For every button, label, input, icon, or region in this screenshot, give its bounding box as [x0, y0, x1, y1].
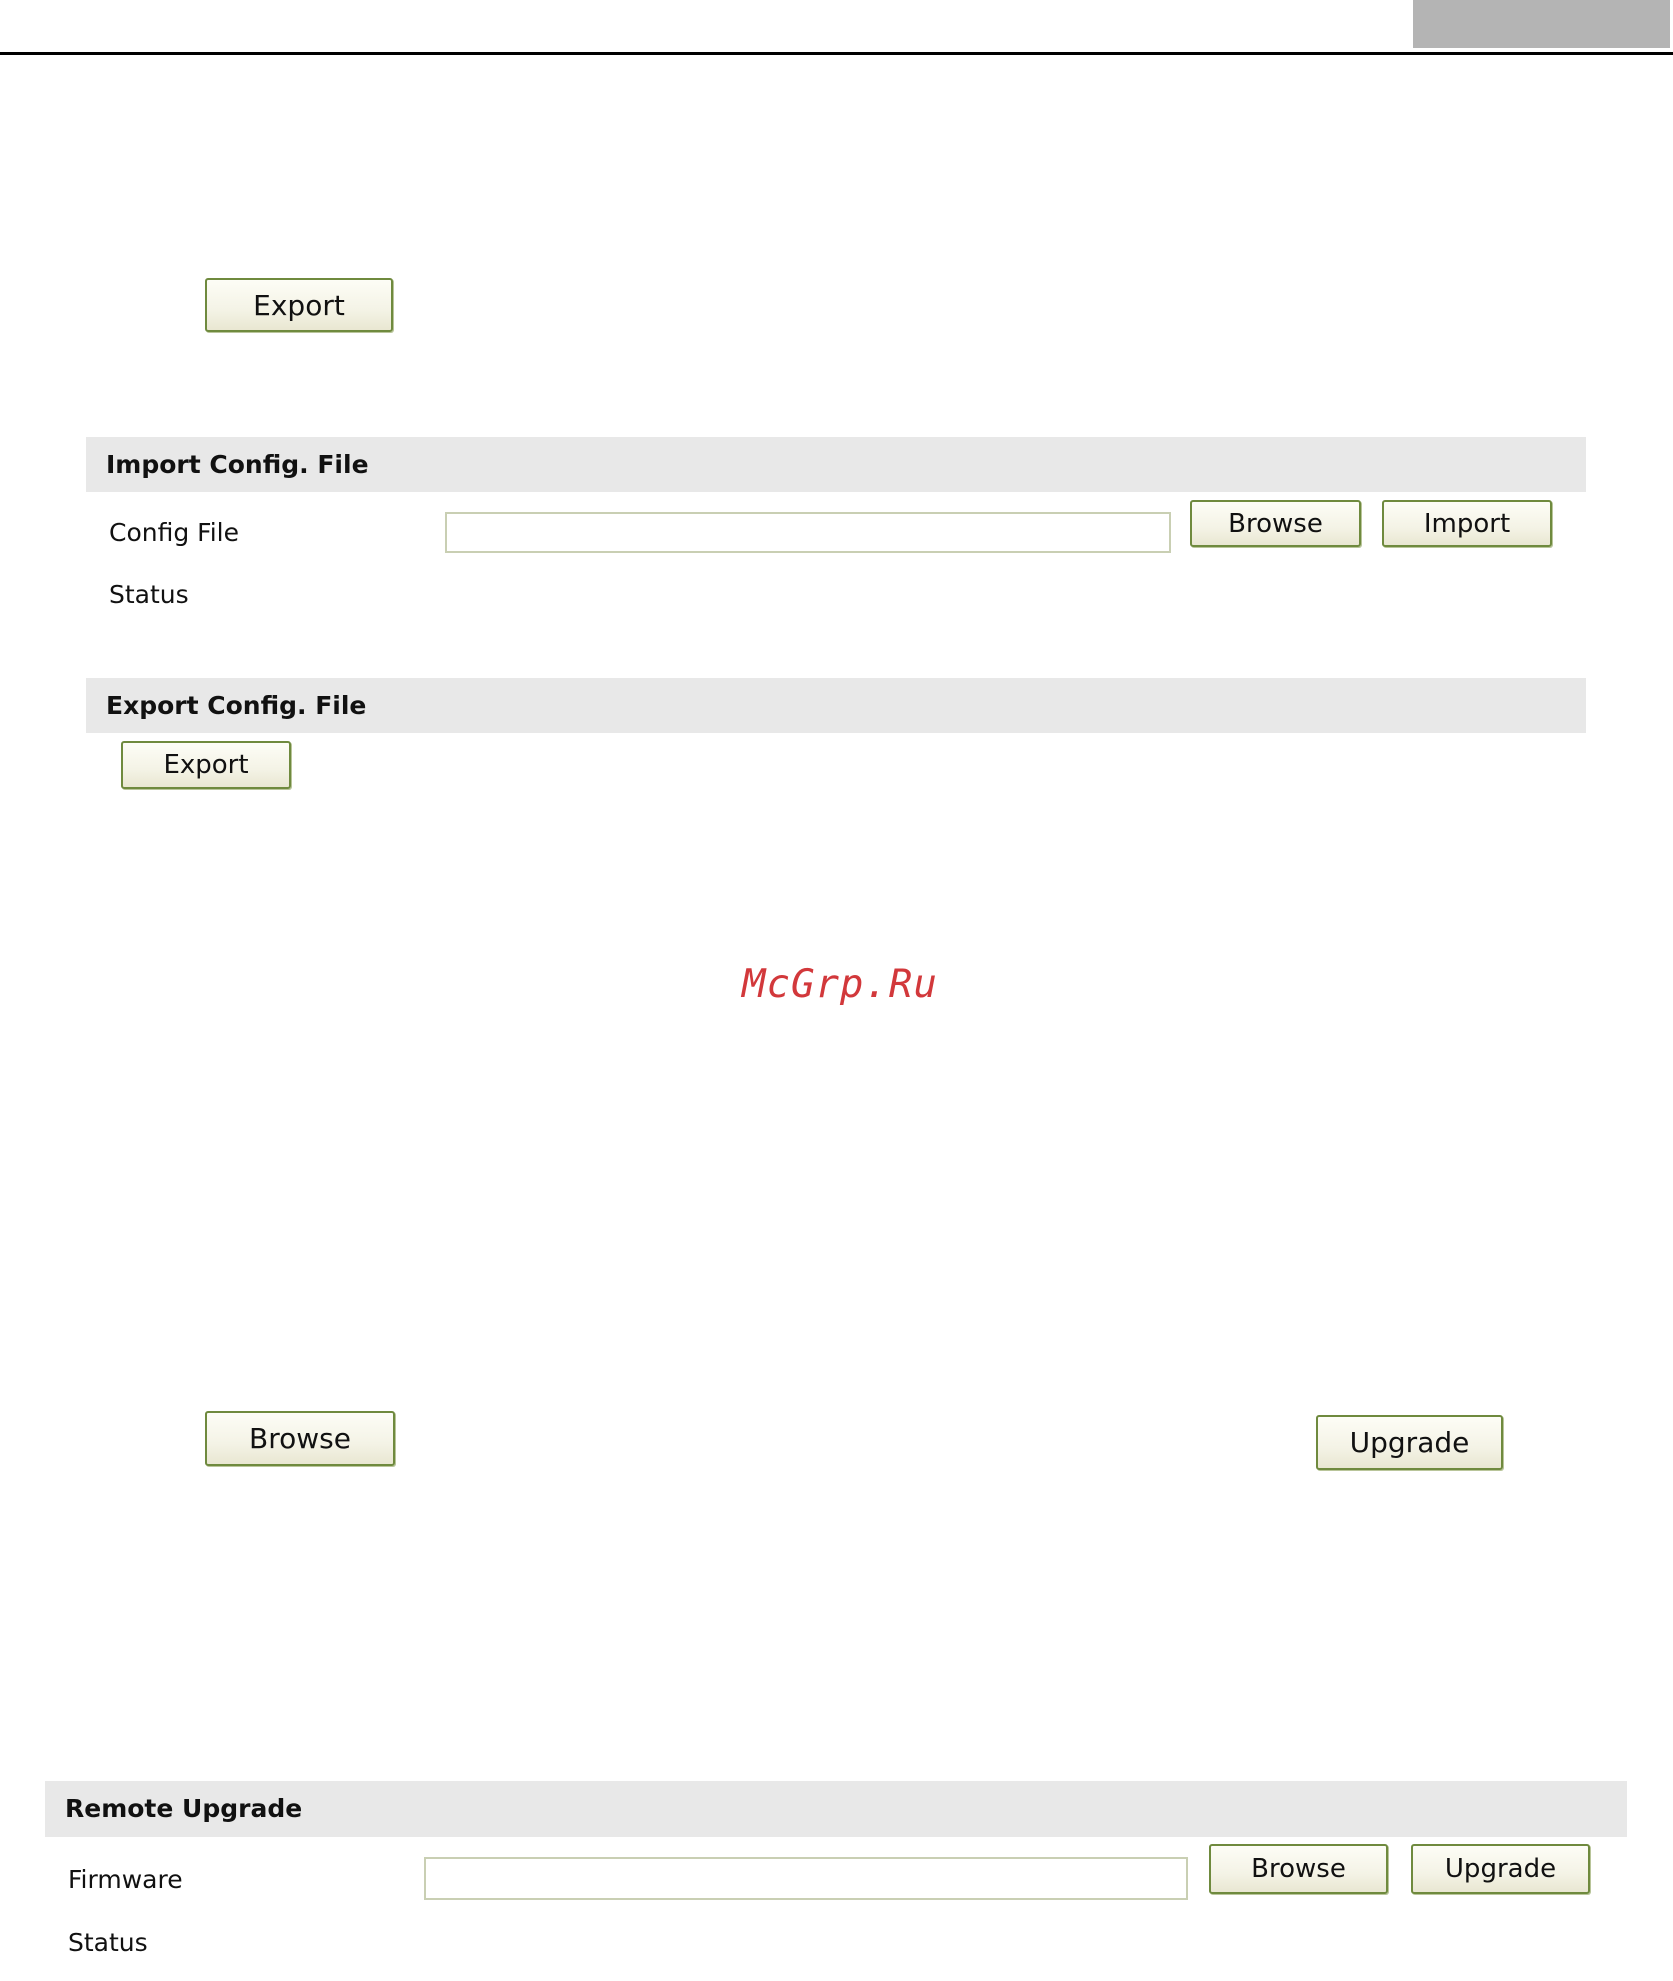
upgrade-status-label: Status: [68, 1928, 148, 1957]
config-export-button[interactable]: Export: [121, 741, 291, 789]
watermark-text: McGrp.Ru: [742, 962, 938, 1007]
header-rule: [0, 52, 1673, 55]
firmware-input[interactable]: [424, 1857, 1188, 1900]
import-config-section-header: Import Config. File: [86, 437, 1586, 492]
firmware-label: Firmware: [68, 1865, 183, 1894]
firmware-upgrade-button[interactable]: Upgrade: [1411, 1844, 1590, 1894]
config-import-button[interactable]: Import: [1382, 500, 1552, 547]
browse-button-illustration[interactable]: Browse: [205, 1411, 395, 1466]
upgrade-button-illustration[interactable]: Upgrade: [1316, 1415, 1503, 1470]
header-tab: [1413, 0, 1670, 48]
config-file-input[interactable]: [445, 512, 1171, 553]
import-status-label: Status: [109, 580, 189, 609]
config-browse-button[interactable]: Browse: [1190, 500, 1361, 547]
remote-upgrade-section-header: Remote Upgrade: [45, 1781, 1627, 1837]
export-button-illustration[interactable]: Export: [205, 278, 393, 332]
config-file-label: Config File: [109, 518, 239, 547]
export-config-section-header: Export Config. File: [86, 678, 1586, 733]
firmware-browse-button[interactable]: Browse: [1209, 1844, 1388, 1894]
